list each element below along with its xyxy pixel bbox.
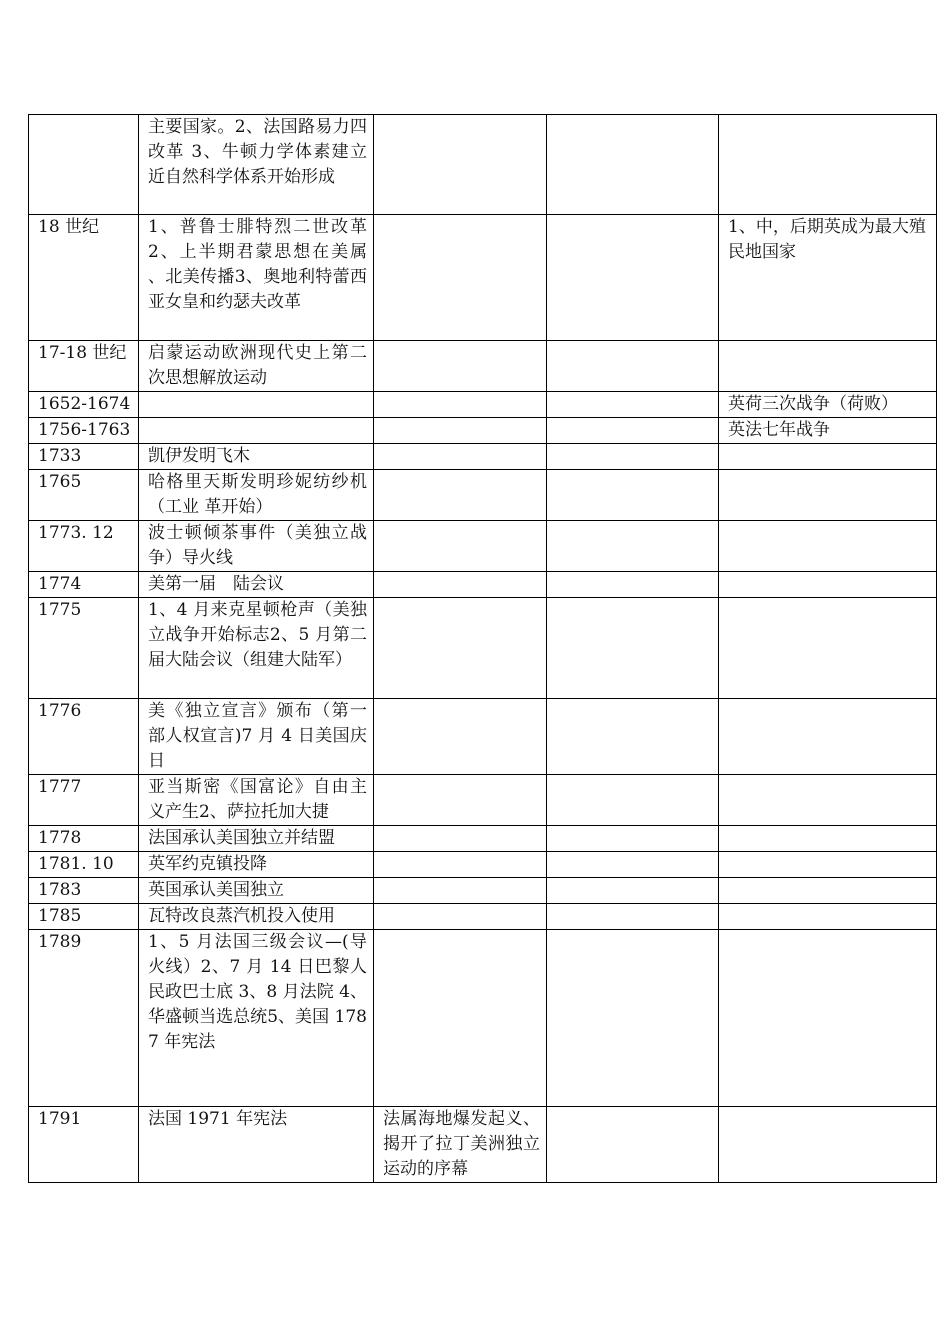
cell: [374, 598, 547, 699]
year-cell: 1785: [29, 904, 139, 930]
cell: 英法七年战争: [719, 418, 937, 444]
year-cell: 18 世纪: [29, 215, 139, 341]
event-cell: 主要国家。2、法国路易力四改革 3、牛顿力学体素建立近自然科学体系开始形成: [139, 115, 374, 215]
event-cell: 1、4 月来克星顿枪声（美独立战争开始标志2、5 月第二届大陆会议（组建大陆军）: [139, 598, 374, 699]
cell: [719, 444, 937, 470]
table-row: [29, 775, 937, 826]
table-row: [29, 341, 937, 392]
cell: [547, 521, 719, 572]
table-row: [29, 826, 937, 852]
year-cell: 1791: [29, 1107, 139, 1183]
table-row: [29, 470, 937, 521]
cell: [374, 521, 547, 572]
year-cell: 1781. 10: [29, 852, 139, 878]
year-cell: 1778: [29, 826, 139, 852]
event-cell: 英军约克镇投降: [139, 852, 374, 878]
cell: [547, 470, 719, 521]
cell: [374, 878, 547, 904]
table-row: [29, 598, 937, 699]
table-row: [29, 852, 937, 878]
table-row: [29, 418, 937, 444]
cell: [547, 878, 719, 904]
cell: [547, 572, 719, 598]
cell: [374, 470, 547, 521]
year-cell: 1789: [29, 930, 139, 1107]
event-cell: 英国承认美国独立: [139, 878, 374, 904]
cell: [374, 775, 547, 826]
cell: [374, 215, 547, 341]
cell: [374, 826, 547, 852]
cell: [374, 930, 547, 1107]
event-cell: 凯伊发明飞木: [139, 444, 374, 470]
year-cell: 1756-1763: [29, 418, 139, 444]
cell: [719, 699, 937, 775]
cell: [374, 115, 547, 215]
cell: [547, 775, 719, 826]
history-timeline-table: [28, 114, 937, 1183]
table-row: [29, 392, 937, 418]
cell: [374, 572, 547, 598]
table-row: [29, 1107, 937, 1183]
cell: [547, 699, 719, 775]
event-cell: 1、5 月法国三级会议—(导火线）2、7 月 14 日巴黎人民政巴士底 3、8 月法院 4、华盛顿当选总统5、美国 1787 年宪法: [139, 930, 374, 1107]
cell: [547, 444, 719, 470]
cell: [374, 444, 547, 470]
cell: [547, 930, 719, 1107]
cell: [547, 418, 719, 444]
table-row: [29, 521, 937, 572]
cell: [719, 470, 937, 521]
table-row: [29, 930, 937, 1107]
cell: [719, 852, 937, 878]
cell: [374, 852, 547, 878]
year-cell: 1765: [29, 470, 139, 521]
year-cell: 1776: [29, 699, 139, 775]
event-cell: [139, 418, 374, 444]
event-cell: 美第一届 陆会议: [139, 572, 374, 598]
cell: [719, 572, 937, 598]
cell: 英荷三次战争（荷败）: [719, 392, 937, 418]
cell: [719, 904, 937, 930]
cell: [719, 930, 937, 1107]
cell: [719, 115, 937, 215]
cell: [719, 826, 937, 852]
table-row: [29, 115, 937, 215]
year-cell: 1774: [29, 572, 139, 598]
cell: [547, 826, 719, 852]
table-row: [29, 215, 937, 341]
event-cell: 亚当斯密《国富论》自由主义产生2、萨拉托加大捷: [139, 775, 374, 826]
year-cell: 17-18 世纪: [29, 341, 139, 392]
cell: [719, 878, 937, 904]
cell: [719, 775, 937, 826]
year-cell: 1777: [29, 775, 139, 826]
year-cell: [29, 115, 139, 215]
cell: [374, 904, 547, 930]
cell: [547, 904, 719, 930]
cell: [719, 1107, 937, 1183]
cell: [719, 341, 937, 392]
event-cell: 瓦特改良蒸汽机投入使用: [139, 904, 374, 930]
year-cell: 1773. 12: [29, 521, 139, 572]
cell: 1、中，后期英成为最大殖民地国家: [719, 215, 937, 341]
cell: [547, 215, 719, 341]
event-cell: 哈格里天斯发明珍妮纺纱机（工业 革开始）: [139, 470, 374, 521]
cell: [547, 598, 719, 699]
table-row: [29, 572, 937, 598]
event-cell: 波士顿倾茶事件（美独立战争）导火线: [139, 521, 374, 572]
table-row: [29, 444, 937, 470]
year-cell: 1775: [29, 598, 139, 699]
cell: [719, 521, 937, 572]
cell: [547, 115, 719, 215]
table-row: [29, 878, 937, 904]
cell: [547, 1107, 719, 1183]
event-cell: 法国承认美国独立并结盟: [139, 826, 374, 852]
cell: [719, 598, 937, 699]
year-cell: 1652-1674: [29, 392, 139, 418]
cell: [547, 852, 719, 878]
cell: [547, 341, 719, 392]
cell: 法属海地爆发起义、揭开了拉丁美洲独立运动的序幕: [374, 1107, 547, 1183]
event-cell: 美《独立宣言》颁布（第一部人权宣言)7 月 4 日美国庆日: [139, 699, 374, 775]
event-cell: 1、普鲁士腓特烈二世改革 2、上半期君蒙思想在美属 、北美传播3、奥地利特蕾西亚女皇和约瑟夫改革: [139, 215, 374, 341]
cell: [374, 341, 547, 392]
year-cell: 1733: [29, 444, 139, 470]
table-row: [29, 699, 937, 775]
table-row: [29, 904, 937, 930]
year-cell: 1783: [29, 878, 139, 904]
event-cell: 法国 1971 年宪法: [139, 1107, 374, 1183]
event-cell: [139, 392, 374, 418]
cell: [374, 392, 547, 418]
cell: [547, 392, 719, 418]
cell: [374, 699, 547, 775]
cell: [374, 418, 547, 444]
event-cell: 启蒙运动欧洲现代史上第二次思想解放运动: [139, 341, 374, 392]
